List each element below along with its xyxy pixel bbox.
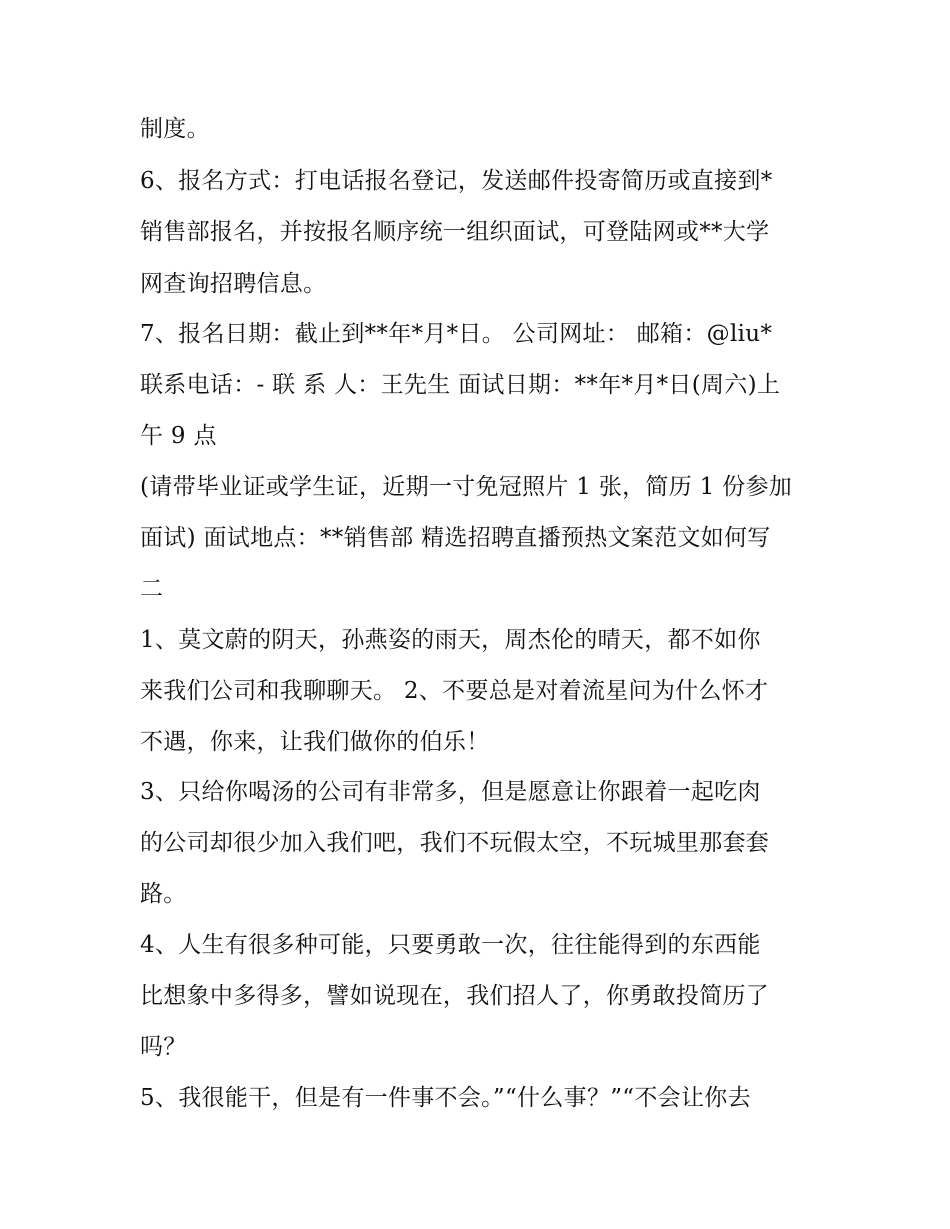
text-line: 制度。 [140,116,210,142]
text-line: 7、报名日期：截止到**年*月*日。 公司网址： 邮箱：@liu* [140,321,773,347]
text-line: 1、莫文蔚的阴天，孙燕姿的雨天，周杰伦的晴天，都不如你 [140,627,761,653]
text-line: 联系电话：- 联 系 人：王先生 面试日期：**年*月*日(周六)上 [140,372,781,398]
text-line: 不遇，你来，让我们做你的伯乐！ [140,729,490,755]
text-line: 的公司却很少加入我们吧，我们不玩假太空，不玩城里那套套 [140,830,770,856]
text-line: 路。 [140,881,187,907]
text-line: (请带毕业证或学生证，近期一寸免冠照片 1 张，简历 1 份参加 [140,474,793,500]
text-line: 午 9 点 [140,423,217,449]
text-line: 3、只给你喝汤的公司有非常多，但是愿意让你跟着一起吃肉 [140,779,761,805]
text-line: 吗？ [140,1034,187,1060]
text-line: 比想象中多得多，譬如说现在，我们招人了，你勇敢投简历了 [140,983,770,1009]
text-line: 二 [140,576,164,602]
text-line: 5、我很能干，但是有一件事不会。”“什么事？”“不会让你去 [140,1085,751,1111]
text-line: 6、报名方式：打电话报名登记，发送邮件投寄简历或直接到* [140,168,773,194]
text-line: 销售部报名，并按报名顺序统一组织面试，可登陆网或**大学 [140,219,770,245]
text-line: 来我们公司和我聊聊天。 2、不要总是对着流星问为什么怀才 [140,678,769,704]
text-line: 网查询招聘信息。 [140,271,327,297]
text-line: 4、人生有很多种可能，只要勇敢一次，往往能得到的东西能 [140,932,761,958]
text-line: 面试) 面试地点：**销售部 精选招聘直播预热文案范文如何写 [140,525,771,551]
